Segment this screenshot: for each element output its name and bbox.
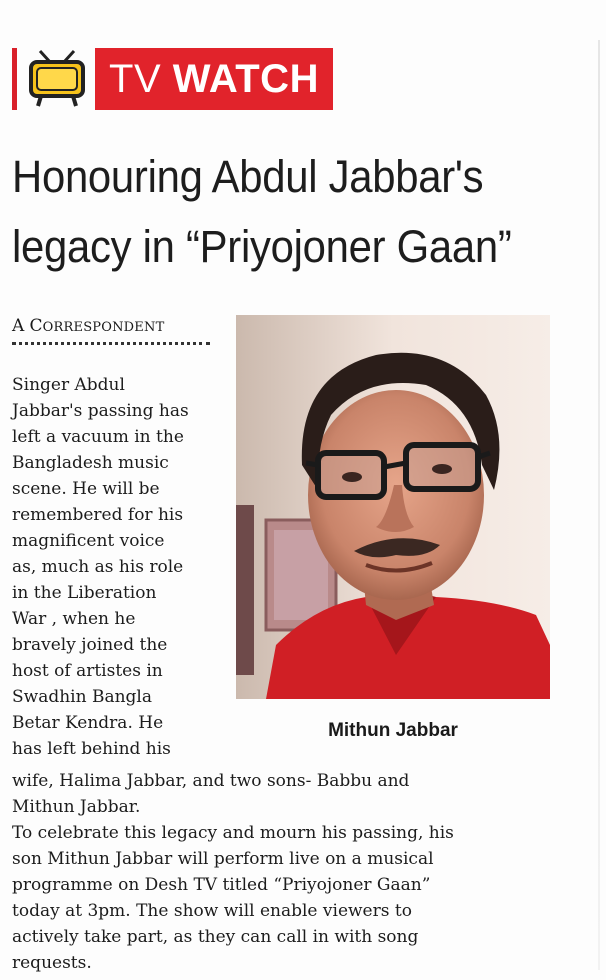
portrait-photo xyxy=(236,315,550,699)
section-tag xyxy=(95,48,333,110)
article-paragraph-2: To celebrate this legacy and mourn his passing, his son Mithun Jabbar will perform live on a musical programme on Desh TV titled “Priyojoner Gaan” today at 3pm. The show will enable viewers to actively take part, as they can call in with song requests. xyxy=(12,823,454,973)
article-column-text: Singer Abdul Jabbar's passing has left a vacuum in the Bangladesh music scene. He will be remembered for his magnificent voice as, much as his role in the Liberation War , when he bravely joined the host of artistes in Swadhin Bangla Betar Kendra. He has left behind his xyxy=(12,375,189,759)
byline-dotted-rule xyxy=(12,342,210,345)
headline-line-1: Honouring Abdul Jabbar's xyxy=(12,151,484,202)
section-tag-watch: WATCH xyxy=(172,57,319,101)
tv-icon xyxy=(28,48,86,110)
byline xyxy=(12,316,164,338)
page-edge-divider xyxy=(598,40,600,970)
byline-initial-c: C xyxy=(29,316,43,336)
article-paragraph-1-end: wife, Halima Jabbar, and two sons- Babbu and Mithun Jabbar. xyxy=(12,771,410,817)
article-continuation xyxy=(12,768,597,976)
section-tag-tv: TV xyxy=(109,57,162,101)
article-column xyxy=(12,372,232,762)
section-marker-bar xyxy=(12,48,17,110)
headline xyxy=(12,142,551,282)
byline-initial-a: A xyxy=(12,316,25,336)
byline-rest: ORRESPONDENT xyxy=(42,320,165,335)
headline-line-2: legacy in “Priyojoner Gaan” xyxy=(12,221,512,272)
photo-caption: Mithun Jabbar xyxy=(328,720,458,741)
